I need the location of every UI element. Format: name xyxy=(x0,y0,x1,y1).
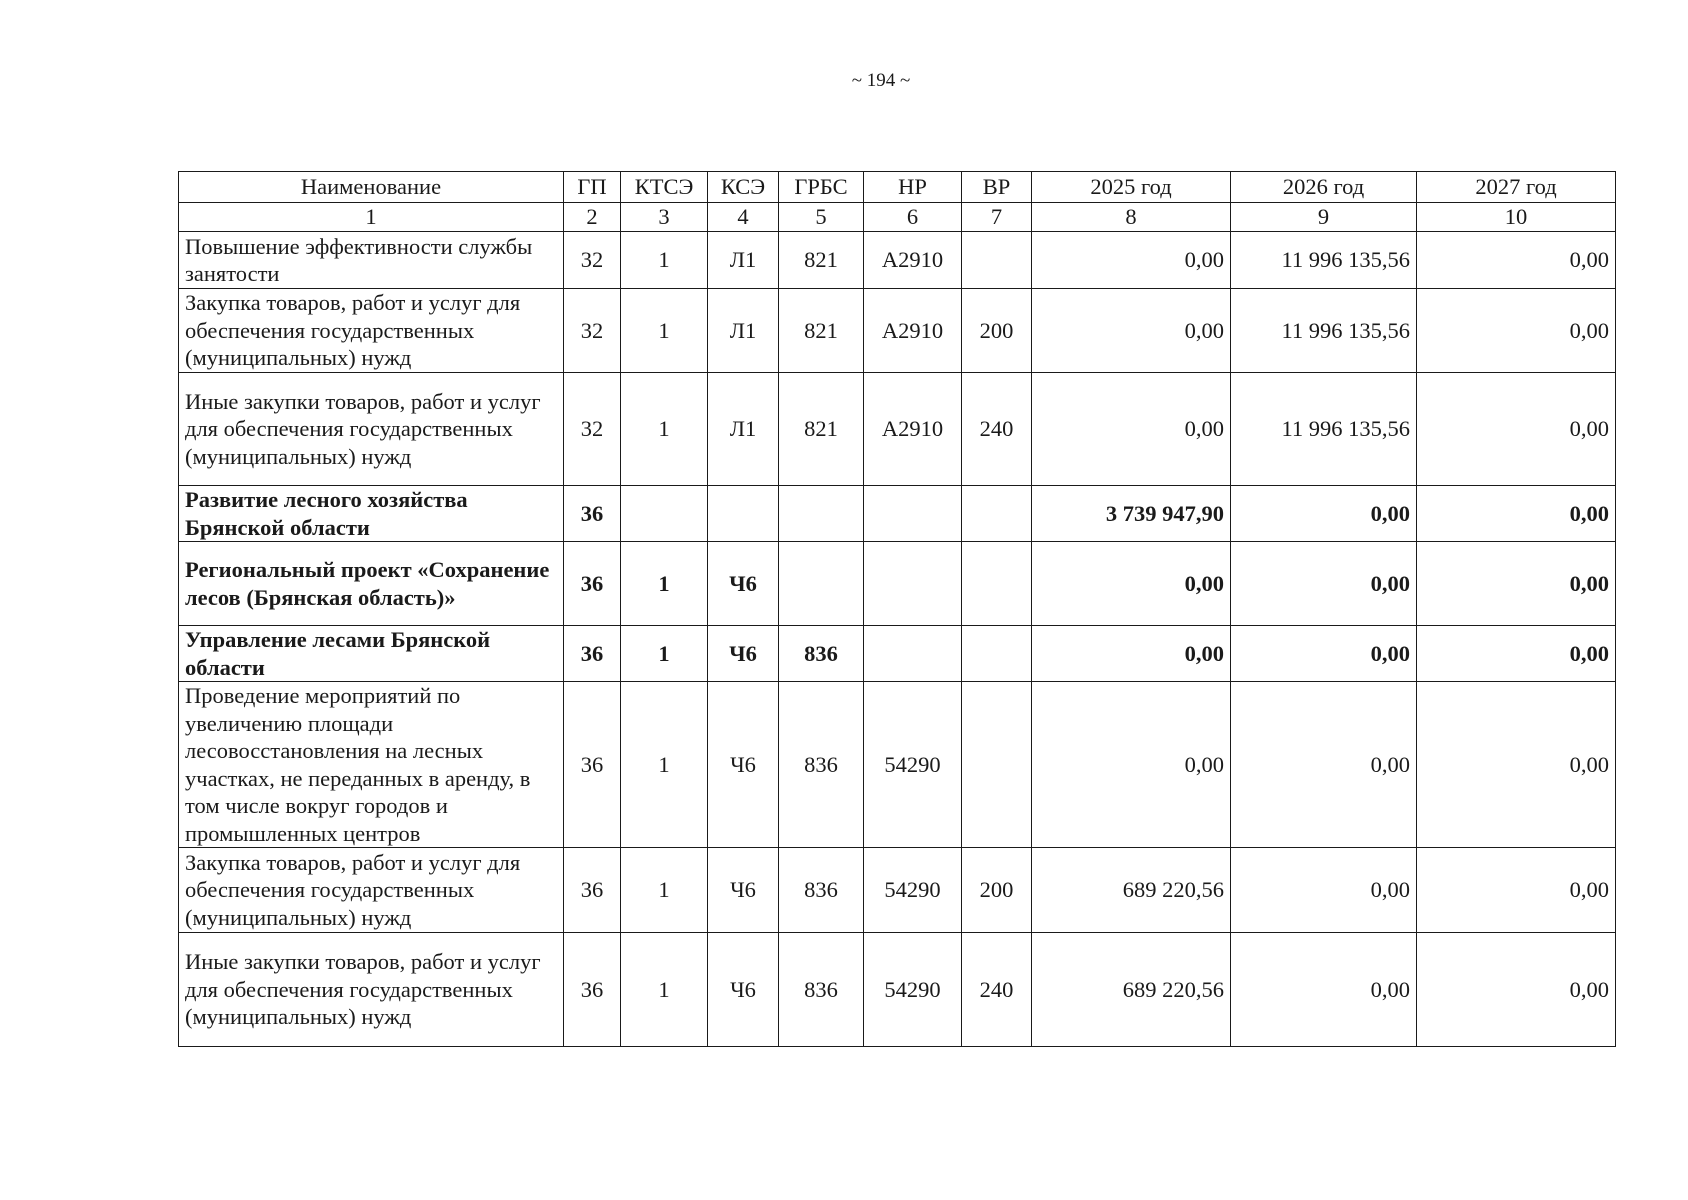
header-row xyxy=(179,172,1616,203)
row-kse: Ч6 xyxy=(708,933,779,1047)
table-row xyxy=(179,933,1616,1047)
row-2026: 0,00 xyxy=(1231,933,1417,1047)
row-name: Иные закупки товаров, работ и услуг для обеспечения государственных (муниципальных) нужд xyxy=(179,373,564,486)
table-row xyxy=(179,373,1616,486)
row-kse xyxy=(708,486,779,542)
row-nr: 54290 xyxy=(864,848,962,933)
row-grbs: 821 xyxy=(779,373,864,486)
row-kse: Ч6 xyxy=(708,848,779,933)
table-row xyxy=(179,289,1616,373)
row-2025: 0,00 xyxy=(1032,542,1231,626)
table-row xyxy=(179,682,1616,848)
row-name: Проведение мероприятий по увеличению площади лесовосстановления на лесных участках, не переданных в аренду, в том числе вокруг городов и промышленных центров xyxy=(179,682,564,848)
row-gp: 36 xyxy=(564,682,621,848)
row-2025: 0,00 xyxy=(1032,232,1231,289)
table-row xyxy=(179,542,1616,626)
row-2027: 0,00 xyxy=(1417,848,1616,933)
row-grbs: 836 xyxy=(779,933,864,1047)
row-kse: Л1 xyxy=(708,289,779,373)
row-vr xyxy=(962,232,1032,289)
column-number: 4 xyxy=(708,203,779,232)
row-2027: 0,00 xyxy=(1417,682,1616,848)
row-2027: 0,00 xyxy=(1417,486,1616,542)
row-gp: 36 xyxy=(564,542,621,626)
page-number: ~ 194 ~ xyxy=(851,70,911,91)
header-2027: 2027 год xyxy=(1417,172,1616,203)
row-2026: 0,00 xyxy=(1231,486,1417,542)
header-nr: НР xyxy=(864,172,962,203)
row-gp: 36 xyxy=(564,933,621,1047)
row-2026: 11 996 135,56 xyxy=(1231,373,1417,486)
row-nr: 54290 xyxy=(864,933,962,1047)
row-kse: Л1 xyxy=(708,373,779,486)
header-gp: ГП xyxy=(564,172,621,203)
row-nr xyxy=(864,626,962,682)
row-kse: Ч6 xyxy=(708,542,779,626)
column-number: 1 xyxy=(179,203,564,232)
row-2027: 0,00 xyxy=(1417,933,1616,1047)
row-grbs: 836 xyxy=(779,626,864,682)
row-2025: 689 220,56 xyxy=(1032,933,1231,1047)
row-2025: 3 739 947,90 xyxy=(1032,486,1231,542)
row-vr xyxy=(962,542,1032,626)
column-number: 2 xyxy=(564,203,621,232)
row-grbs: 821 xyxy=(779,232,864,289)
row-2026: 0,00 xyxy=(1231,682,1417,848)
header-grbs: ГРБС xyxy=(779,172,864,203)
table-row xyxy=(179,232,1616,289)
row-nr: А2910 xyxy=(864,232,962,289)
row-grbs xyxy=(779,542,864,626)
column-number: 9 xyxy=(1231,203,1417,232)
row-kse: Л1 xyxy=(708,232,779,289)
column-number: 7 xyxy=(962,203,1032,232)
row-grbs: 821 xyxy=(779,289,864,373)
column-number: 3 xyxy=(621,203,708,232)
header-vr: ВР xyxy=(962,172,1032,203)
column-number: 8 xyxy=(1032,203,1231,232)
row-nr: 54290 xyxy=(864,682,962,848)
row-2027: 0,00 xyxy=(1417,373,1616,486)
row-grbs xyxy=(779,486,864,542)
row-2026: 11 996 135,56 xyxy=(1231,289,1417,373)
row-nr: А2910 xyxy=(864,289,962,373)
row-vr xyxy=(962,682,1032,848)
column-number: 10 xyxy=(1417,203,1616,232)
header-2026: 2026 год xyxy=(1231,172,1417,203)
row-2026: 0,00 xyxy=(1231,626,1417,682)
row-vr: 200 xyxy=(962,289,1032,373)
row-gp: 36 xyxy=(564,626,621,682)
row-nr: А2910 xyxy=(864,373,962,486)
row-ktse: 1 xyxy=(621,232,708,289)
row-kse: Ч6 xyxy=(708,626,779,682)
header-kse: КСЭ xyxy=(708,172,779,203)
row-2027: 0,00 xyxy=(1417,232,1616,289)
column-number-row xyxy=(179,203,1616,232)
row-2025: 0,00 xyxy=(1032,373,1231,486)
row-gp: 36 xyxy=(564,848,621,933)
table-row xyxy=(179,626,1616,682)
row-ktse: 1 xyxy=(621,682,708,848)
row-name: Иные закупки товаров, работ и услуг для обеспечения государственных (муниципальных) нужд xyxy=(179,933,564,1047)
row-name: Закупка товаров, работ и услуг для обеспечения государственных (муниципальных) нужд xyxy=(179,289,564,373)
row-2027: 0,00 xyxy=(1417,289,1616,373)
row-vr xyxy=(962,486,1032,542)
row-vr xyxy=(962,626,1032,682)
row-ktse: 1 xyxy=(621,542,708,626)
row-ktse: 1 xyxy=(621,289,708,373)
row-grbs: 836 xyxy=(779,682,864,848)
row-2027: 0,00 xyxy=(1417,542,1616,626)
row-name: Повышение эффективности службы занятости xyxy=(179,232,564,289)
header-ktse: КТСЭ xyxy=(621,172,708,203)
row-nr xyxy=(864,486,962,542)
row-ktse: 1 xyxy=(621,848,708,933)
row-grbs: 836 xyxy=(779,848,864,933)
row-ktse xyxy=(621,486,708,542)
budget-table xyxy=(178,171,1616,1047)
table-row xyxy=(179,848,1616,933)
row-gp: 32 xyxy=(564,373,621,486)
row-2025: 0,00 xyxy=(1032,289,1231,373)
row-2026: 0,00 xyxy=(1231,848,1417,933)
header-2025: 2025 год xyxy=(1032,172,1231,203)
row-ktse: 1 xyxy=(621,933,708,1047)
row-2025: 0,00 xyxy=(1032,682,1231,848)
column-number: 5 xyxy=(779,203,864,232)
row-vr: 240 xyxy=(962,933,1032,1047)
column-number: 6 xyxy=(864,203,962,232)
table-row xyxy=(179,486,1616,542)
row-name: Развитие лесного хозяйства Брянской области xyxy=(179,486,564,542)
row-gp: 32 xyxy=(564,289,621,373)
row-gp: 32 xyxy=(564,232,621,289)
row-name: Управление лесами Брянской области xyxy=(179,626,564,682)
row-vr: 240 xyxy=(962,373,1032,486)
row-gp: 36 xyxy=(564,486,621,542)
row-ktse: 1 xyxy=(621,626,708,682)
row-kse: Ч6 xyxy=(708,682,779,848)
header-name: Наименование xyxy=(179,172,564,203)
row-name: Закупка товаров, работ и услуг для обеспечения государственных (муниципальных) нужд xyxy=(179,848,564,933)
row-ktse: 1 xyxy=(621,373,708,486)
row-name: Региональный проект «Сохранение лесов (Брянская область)» xyxy=(179,542,564,626)
row-nr xyxy=(864,542,962,626)
row-2025: 0,00 xyxy=(1032,626,1231,682)
row-2027: 0,00 xyxy=(1417,626,1616,682)
row-2026: 0,00 xyxy=(1231,542,1417,626)
row-2025: 689 220,56 xyxy=(1032,848,1231,933)
row-vr: 200 xyxy=(962,848,1032,933)
row-2026: 11 996 135,56 xyxy=(1231,232,1417,289)
